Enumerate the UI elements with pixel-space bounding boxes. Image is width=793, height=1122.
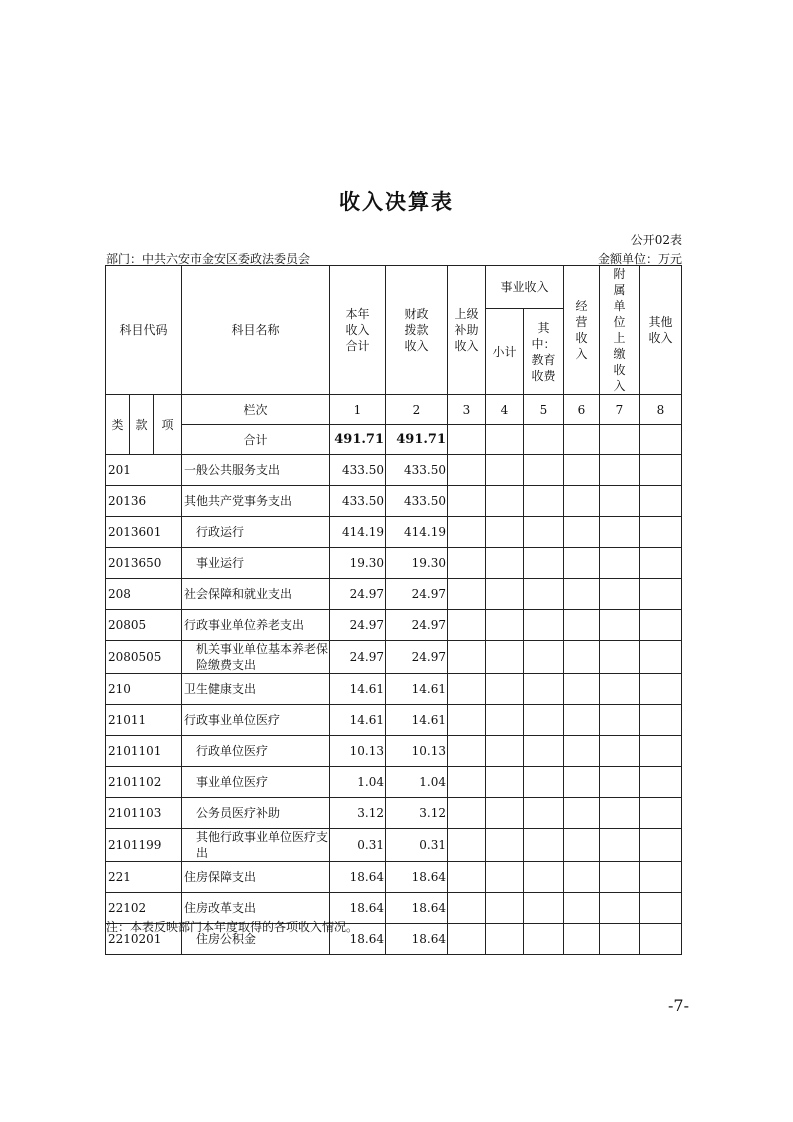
header-col5: 其中：教育收费 [524, 309, 564, 395]
row-empty-cell [600, 517, 640, 548]
row-empty-cell [448, 641, 486, 674]
row-empty-cell [448, 862, 486, 893]
col-num-8: 8 [640, 395, 682, 425]
col-num-7: 7 [600, 395, 640, 425]
row-code: 221 [106, 862, 182, 893]
row-empty-cell [486, 705, 524, 736]
row-v1: 14.61 [330, 674, 386, 705]
row-v2: 0.31 [386, 829, 448, 862]
row-empty-cell [524, 610, 564, 641]
row-empty-cell [524, 924, 564, 955]
row-code: 20136 [106, 486, 182, 517]
row-empty-cell [448, 829, 486, 862]
row-empty-cell [524, 893, 564, 924]
row-empty-cell [600, 548, 640, 579]
row-empty-cell [448, 455, 486, 486]
row-empty-cell [524, 674, 564, 705]
row-name: 住房保障支出 [182, 862, 330, 893]
row-v1: 24.97 [330, 641, 386, 674]
row-empty-cell [600, 641, 640, 674]
row-empty-cell [564, 924, 600, 955]
row-v1: 414.19 [330, 517, 386, 548]
header-col2: 财政拨款收入 [386, 266, 448, 395]
row-empty-cell [486, 829, 524, 862]
row-empty-cell [640, 548, 682, 579]
row-empty-cell [564, 579, 600, 610]
row-empty-cell [640, 893, 682, 924]
table-row [106, 610, 682, 641]
row-empty-cell [640, 767, 682, 798]
row-empty-cell [448, 579, 486, 610]
table-row [106, 767, 682, 798]
page-number: -7- [668, 996, 689, 1015]
row-empty-cell [640, 862, 682, 893]
row-empty-cell [600, 610, 640, 641]
table-row [106, 705, 682, 736]
col-num-6: 6 [564, 395, 600, 425]
row-v1: 1.04 [330, 767, 386, 798]
row-empty-cell [486, 893, 524, 924]
row-empty-cell [600, 455, 640, 486]
lanci-label: 栏次 [182, 395, 330, 425]
row-v1: 18.64 [330, 924, 386, 955]
row-empty-cell [564, 829, 600, 862]
row-code: 2101101 [106, 736, 182, 767]
row-empty-cell [564, 486, 600, 517]
row-empty-cell [486, 579, 524, 610]
header-col3: 上级补助收入 [448, 266, 486, 395]
row-empty-cell [486, 610, 524, 641]
row-code: 20805 [106, 610, 182, 641]
row-v2: 10.13 [386, 736, 448, 767]
col-num-5: 5 [524, 395, 564, 425]
row-empty-cell [600, 767, 640, 798]
header-code: 科目代码 [106, 266, 182, 395]
row-empty-cell [486, 798, 524, 829]
row-name: 公务员医疗补助 [182, 798, 330, 829]
row-empty-cell [448, 924, 486, 955]
row-empty-cell [524, 486, 564, 517]
header-col8: 其他收入 [640, 266, 682, 395]
row-empty-cell [524, 517, 564, 548]
row-v2: 24.97 [386, 610, 448, 641]
row-v2: 433.50 [386, 455, 448, 486]
row-empty-cell [448, 705, 486, 736]
row-v2: 18.64 [386, 924, 448, 955]
row-code: 22102 [106, 893, 182, 924]
table-row [106, 829, 682, 862]
row-empty-cell [564, 548, 600, 579]
row-empty-cell [486, 767, 524, 798]
row-empty-cell [486, 486, 524, 517]
row-name: 机关事业单位基本养老保险缴费支出 [182, 641, 330, 674]
footnote: 注：本表反映部门本年度取得的各项收入情况。 [106, 920, 359, 934]
header-group: 事业收入 [486, 266, 564, 309]
row-empty-cell [564, 798, 600, 829]
row-empty-cell [486, 641, 524, 674]
row-empty-cell [640, 924, 682, 955]
page-title: 收入决算表 [339, 190, 454, 214]
row-code: 210 [106, 674, 182, 705]
income-table [105, 265, 682, 955]
row-empty-cell [640, 829, 682, 862]
table-row [106, 548, 682, 579]
row-empty-cell [486, 455, 524, 486]
form-number: 公开02表 [630, 233, 682, 247]
table-row [106, 674, 682, 705]
table-row [106, 862, 682, 893]
row-v2: 433.50 [386, 486, 448, 517]
row-code: 2101199 [106, 829, 182, 862]
total-v2: 491.71 [386, 425, 448, 455]
col-num-1: 1 [330, 395, 386, 425]
row-v1: 433.50 [330, 486, 386, 517]
row-empty-cell [448, 548, 486, 579]
row-empty-cell [448, 610, 486, 641]
row-empty-cell [640, 705, 682, 736]
row-v2: 1.04 [386, 767, 448, 798]
row-empty-cell [564, 736, 600, 767]
row-v2: 24.97 [386, 579, 448, 610]
row-empty-cell [640, 674, 682, 705]
row-v2: 3.12 [386, 798, 448, 829]
table-row [106, 736, 682, 767]
row-empty-cell [486, 517, 524, 548]
row-empty-cell [600, 579, 640, 610]
row-v2: 24.97 [386, 641, 448, 674]
row-empty-cell [640, 486, 682, 517]
row-empty-cell [564, 517, 600, 548]
row-code: 2101103 [106, 798, 182, 829]
row-empty-cell [564, 674, 600, 705]
row-name: 行政单位医疗 [182, 736, 330, 767]
row-empty-cell [486, 548, 524, 579]
row-empty-cell [524, 455, 564, 486]
row-v1: 0.31 [330, 829, 386, 862]
row-v1: 18.64 [330, 862, 386, 893]
row-empty-cell [524, 862, 564, 893]
row-empty-cell [564, 610, 600, 641]
row-name: 一般公共服务支出 [182, 455, 330, 486]
row-empty-cell [448, 736, 486, 767]
row-v1: 14.61 [330, 705, 386, 736]
col-num-3: 3 [448, 395, 486, 425]
table-row [106, 579, 682, 610]
row-empty-cell [564, 641, 600, 674]
row-name: 住房公积金 [182, 924, 330, 955]
row-name: 住房改革支出 [182, 893, 330, 924]
row-empty-cell [564, 862, 600, 893]
row-empty-cell [640, 517, 682, 548]
row-v1: 10.13 [330, 736, 386, 767]
header-lei: 类 [106, 395, 130, 455]
col-num-4: 4 [486, 395, 524, 425]
row-empty-cell [448, 517, 486, 548]
row-v1: 18.64 [330, 893, 386, 924]
row-v2: 19.30 [386, 548, 448, 579]
row-code: 2013601 [106, 517, 182, 548]
row-empty-cell [564, 767, 600, 798]
row-name: 行政事业单位医疗 [182, 705, 330, 736]
row-name: 事业运行 [182, 548, 330, 579]
row-code: 2210201 [106, 924, 182, 955]
row-code: 201 [106, 455, 182, 486]
row-empty-cell [600, 924, 640, 955]
row-v2: 14.61 [386, 674, 448, 705]
row-empty-cell [640, 736, 682, 767]
row-empty-cell [600, 486, 640, 517]
total-label: 合计 [182, 425, 330, 455]
row-empty-cell [448, 893, 486, 924]
row-empty-cell [640, 610, 682, 641]
header-col1: 本年收入合计 [330, 266, 386, 395]
row-name: 其他行政事业单位医疗支出 [182, 829, 330, 862]
row-v1: 433.50 [330, 455, 386, 486]
department-label: 部门：中共六安市金安区委政法委员会 [106, 252, 311, 266]
row-empty-cell [640, 641, 682, 674]
row-empty-cell [600, 674, 640, 705]
header-col6: 经营收入 [564, 266, 600, 395]
row-empty-cell [524, 705, 564, 736]
row-empty-cell [448, 674, 486, 705]
row-empty-cell [640, 798, 682, 829]
total-v1: 491.71 [330, 425, 386, 455]
row-v1: 3.12 [330, 798, 386, 829]
row-code: 2101102 [106, 767, 182, 798]
table-row [106, 455, 682, 486]
row-empty-cell [564, 455, 600, 486]
row-name: 事业单位医疗 [182, 767, 330, 798]
row-empty-cell [448, 767, 486, 798]
row-empty-cell [600, 829, 640, 862]
row-code: 208 [106, 579, 182, 610]
row-empty-cell [448, 486, 486, 517]
row-code: 21011 [106, 705, 182, 736]
row-empty-cell [524, 829, 564, 862]
row-v2: 414.19 [386, 517, 448, 548]
row-empty-cell [486, 736, 524, 767]
row-empty-cell [524, 641, 564, 674]
table-row [106, 641, 682, 674]
header-name: 科目名称 [182, 266, 330, 395]
row-v2: 18.64 [386, 893, 448, 924]
row-name: 其他共产党事务支出 [182, 486, 330, 517]
row-empty-cell [448, 798, 486, 829]
row-v1: 24.97 [330, 610, 386, 641]
table-row [106, 798, 682, 829]
row-empty-cell [524, 548, 564, 579]
row-empty-cell [600, 893, 640, 924]
row-empty-cell [524, 767, 564, 798]
row-empty-cell [524, 579, 564, 610]
row-name: 行政事业单位养老支出 [182, 610, 330, 641]
row-empty-cell [600, 798, 640, 829]
header-col7: 附属单位上缴收入 [600, 266, 640, 395]
row-empty-cell [524, 736, 564, 767]
row-empty-cell [640, 455, 682, 486]
header-xiang: 项 [154, 395, 182, 455]
row-empty-cell [600, 862, 640, 893]
row-empty-cell [600, 736, 640, 767]
row-v1: 24.97 [330, 579, 386, 610]
row-empty-cell [640, 579, 682, 610]
row-empty-cell [486, 674, 524, 705]
col-num-2: 2 [386, 395, 448, 425]
header-kuan: 款 [130, 395, 154, 455]
row-name: 行政运行 [182, 517, 330, 548]
row-v2: 14.61 [386, 705, 448, 736]
row-empty-cell [564, 705, 600, 736]
row-empty-cell [486, 862, 524, 893]
row-empty-cell [486, 924, 524, 955]
row-v2: 18.64 [386, 862, 448, 893]
table-row [106, 517, 682, 548]
unit-label: 金额单位：万元 [597, 252, 682, 266]
row-code: 2013650 [106, 548, 182, 579]
row-code: 2080505 [106, 641, 182, 674]
header-col4: 小计 [486, 309, 524, 395]
row-name: 社会保障和就业支出 [182, 579, 330, 610]
row-empty-cell [600, 705, 640, 736]
row-name: 卫生健康支出 [182, 674, 330, 705]
table-row [106, 486, 682, 517]
row-v1: 19.30 [330, 548, 386, 579]
row-empty-cell [564, 893, 600, 924]
row-empty-cell [524, 798, 564, 829]
